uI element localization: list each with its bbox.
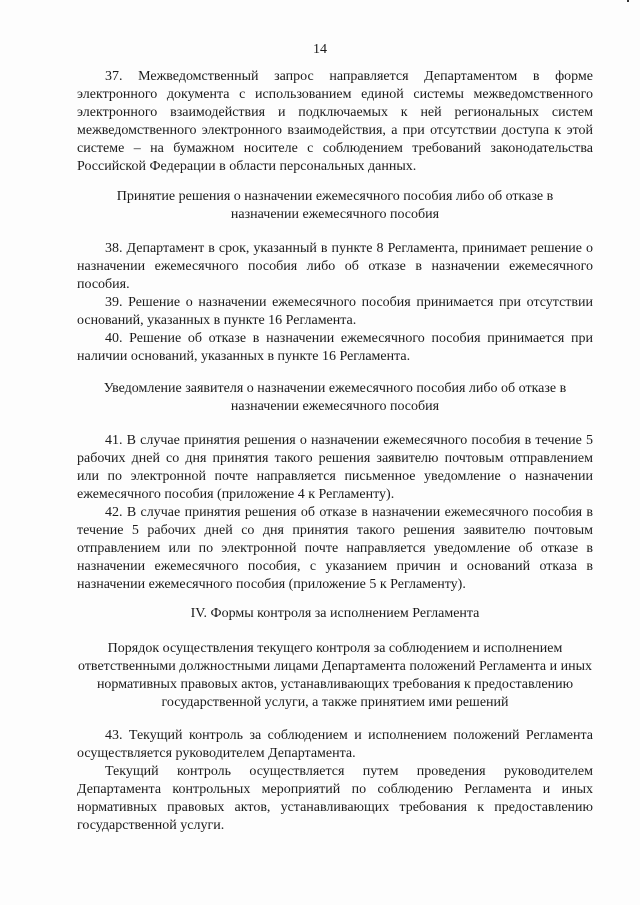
- paragraph-37: 37. Межведомственный запрос направляется Департаментом в форме электронного документа с использованием единой системы межведомственного электронного взаимодействия и подключаемых к ней региональных систем межведомственного электронного взаимодействия, а при отсутствии доступа к этой системе – на бумажном носителе с соблюдением требований законодательства Российской Федерации в области персональных данных.: [77, 69, 593, 174]
- paragraph-41: 41. В случае принятия решения о назначении ежемесячного пособия в течение 5 рабочих дней со дня принятия такого решения заявителю почтовым отправлением или по электронной почте направляется письменное уведомление о назначении ежемесячного пособия (приложение 4 к Регламенту).: [77, 433, 593, 502]
- paragraph-39: 39. Решение о назначении ежемесячного пособия принимается при отсутствии оснований, указанных в пункте 16 Регламента.: [77, 295, 593, 328]
- section-heading-iv: IV. Формы контроля за исполнением Регламента: [190, 606, 480, 621]
- heading-notice: Уведомление заявителя о назначении ежемесячного пособия либо об отказе в назначении ежемесячного пособия: [103, 381, 567, 414]
- paragraph-42: 42. В случае принятия решения об отказе в назначении ежемесячного пособия в течение 5 рабочих дней со дня принятия такого решения заявителю почтовым отправлением или по электронной почте направляется уведомление об отказе в назначении ежемесячного пособия, с указанием причин и оснований отказа в назначении ежемесячного пособия (приложение 5 к Регламенту).: [77, 505, 593, 592]
- heading-control: Порядок осуществления текущего контроля за соблюдением и исполнением ответственными должностными лицами Департамента положений Регламента и иных нормативных правовых актов, устанавливающих требования к предоставлению государственной услуги, а также принятием ими решений: [78, 641, 592, 710]
- paragraph-38: 38. Департамент в срок, указанный в пункте 8 Регламента, принимает решение о назначении ежемесячного пособия либо об отказе в назначении ежемесячного пособия.: [77, 241, 593, 292]
- paragraph-43: 43. Текущий контроль за соблюдением и исполнением положений Регламента осуществляется руководителем Департамента.: [77, 728, 593, 761]
- paragraph-40: 40. Решение об отказе в назначении ежемесячного пособия принимается при наличии оснований, указанных в пункте 16 Регламента.: [77, 331, 593, 364]
- heading-decision: Принятие решения о назначении ежемесячного пособия либо об отказе в назначении ежемесячного пособия: [116, 189, 554, 222]
- paragraph-43-continued: Текущий контроль осуществляется путем проведения руководителем Департамента контрольных мероприятий по соблюдению Регламента и иных нормативных правовых актов, устанавливающих требования к предоставлению государственной услуги.: [77, 764, 593, 833]
- page-number: 14: [313, 42, 327, 57]
- scan-speck: [627, 0, 629, 2]
